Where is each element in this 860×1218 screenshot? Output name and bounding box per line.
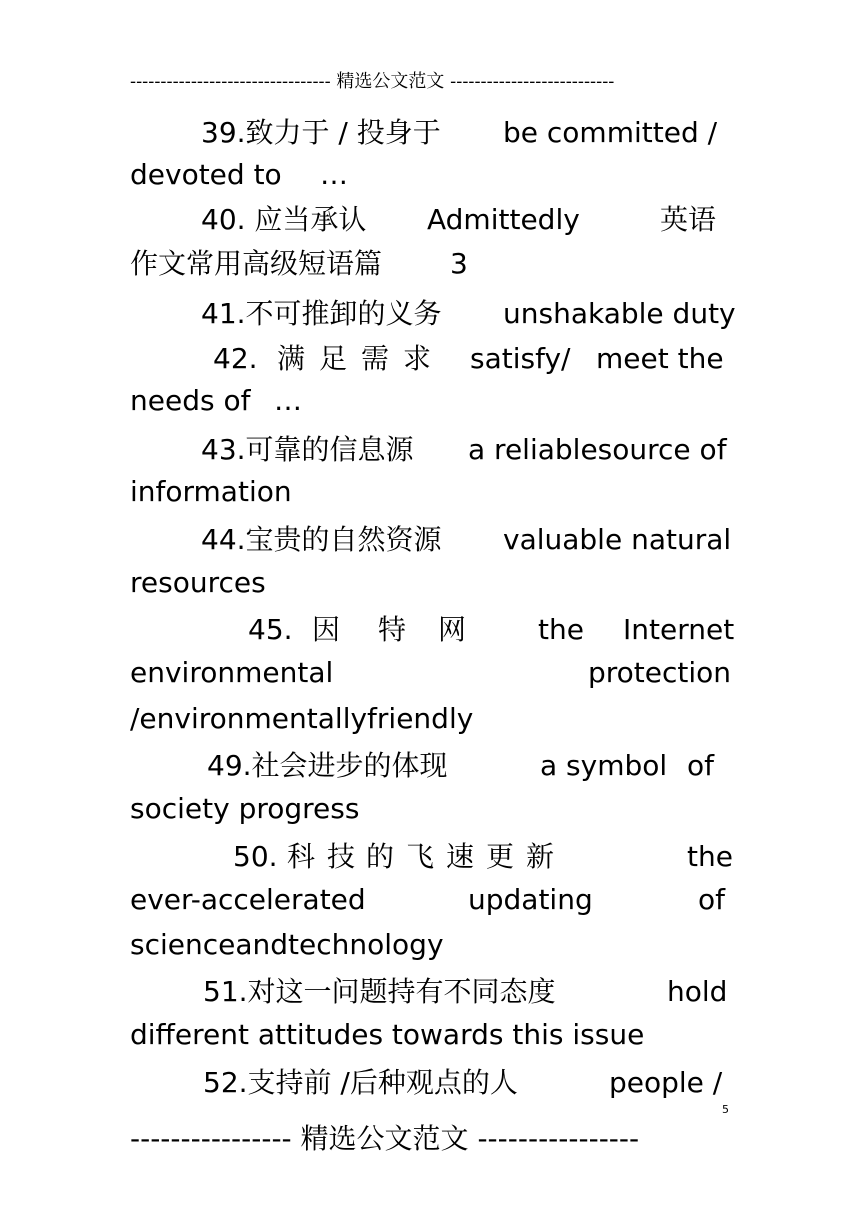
text-segment: 网	[438, 613, 467, 646]
text-segment: 52.支持前 /后种观点的人	[203, 1066, 518, 1099]
text-line	[130, 384, 302, 417]
text-line	[130, 247, 468, 280]
text-segment: different attitudes towards this issue	[130, 1018, 645, 1051]
text-segment: 作文常用高级短语篇	[130, 247, 383, 280]
text-segment: 50.	[233, 840, 278, 873]
text-segment: a reliablesource of	[468, 433, 727, 466]
text-segment: meet the	[596, 342, 724, 375]
text-segment: 45.	[248, 613, 293, 646]
text-segment: 速	[446, 840, 475, 873]
text-line	[201, 433, 727, 466]
page-header: --------------------------------- 精选公文范文 ---------------------------	[130, 71, 615, 92]
text-segment: Admittedly	[427, 203, 580, 236]
text-line	[130, 476, 292, 508]
text-line	[233, 840, 733, 873]
text-segment: needs of	[130, 384, 251, 417]
text-segment: 40. 应当承认	[201, 203, 367, 236]
text-line	[130, 567, 266, 599]
text-segment: unshakable duty	[503, 297, 736, 330]
text-segment: be committed /	[503, 116, 718, 149]
text-segment: 科	[287, 840, 316, 873]
text-line	[203, 1066, 723, 1099]
text-segment: 44.宝贵的自然资源	[201, 523, 442, 556]
text-line	[130, 929, 444, 961]
text-line	[201, 203, 717, 236]
text-segment: a symbol	[540, 749, 668, 782]
text-segment: 特	[378, 613, 407, 646]
text-segment: 的	[366, 840, 395, 873]
text-segment: 43.可靠的信息源	[201, 433, 414, 466]
text-segment: 42.	[213, 342, 258, 375]
text-segment: updating	[468, 883, 593, 916]
text-segment: …	[274, 384, 302, 417]
text-segment: people /	[609, 1066, 723, 1099]
page-footer: ---------------- 精选公文范文 ----------------	[130, 1122, 640, 1155]
text-line	[213, 342, 724, 375]
text-line	[201, 297, 736, 330]
text-segment: protection	[588, 656, 732, 689]
text-segment: 51.对这一问题持有不同态度	[203, 975, 556, 1008]
text-line	[130, 793, 359, 825]
text-segment: of	[698, 883, 725, 916]
text-segment: the	[538, 613, 584, 646]
text-segment: of	[687, 749, 714, 782]
text-segment: 49.社会进步的体现	[207, 749, 448, 782]
text-line	[130, 1019, 644, 1051]
text-segment: …	[320, 158, 348, 191]
text-segment: environmental	[130, 656, 334, 689]
text-line	[130, 703, 473, 735]
text-segment: 需	[361, 342, 390, 375]
text-segment: 满	[277, 342, 306, 375]
text-segment: hold	[667, 975, 728, 1008]
text-segment: satisfy/	[470, 342, 571, 375]
text-segment: 英语	[660, 203, 717, 236]
text-segment: the	[687, 840, 733, 873]
text-segment: devoted to	[130, 158, 282, 191]
text-segment: 足	[319, 342, 348, 375]
text-segment: scienceandtechnology	[130, 928, 444, 961]
text-line	[203, 975, 728, 1008]
text-line	[248, 613, 735, 646]
text-segment: valuable natural	[503, 523, 732, 556]
text-segment: /environmentallyfriendly	[130, 702, 474, 735]
text-line	[130, 158, 348, 191]
text-segment: 因	[312, 613, 341, 646]
text-line	[207, 749, 714, 782]
text-segment: resources	[130, 566, 266, 599]
text-segment: 新	[526, 840, 555, 873]
text-segment: Internet	[623, 613, 735, 646]
text-segment: information	[130, 475, 292, 508]
text-segment: society progress	[130, 792, 360, 825]
text-segment: 更	[486, 840, 515, 873]
text-segment: 求	[403, 342, 432, 375]
page-number: 5	[722, 1103, 729, 1116]
text-segment: 技	[327, 840, 356, 873]
text-segment: ever-accelerated	[130, 883, 366, 916]
text-line	[201, 523, 732, 556]
text-segment: 飞	[406, 840, 435, 873]
text-segment: 39.致力于 / 投身于	[201, 116, 441, 149]
text-segment: 41.不可推卸的义务	[201, 297, 442, 330]
text-segment: 3	[450, 247, 468, 280]
text-line	[130, 656, 732, 689]
text-line	[201, 116, 718, 149]
text-line	[130, 883, 725, 916]
